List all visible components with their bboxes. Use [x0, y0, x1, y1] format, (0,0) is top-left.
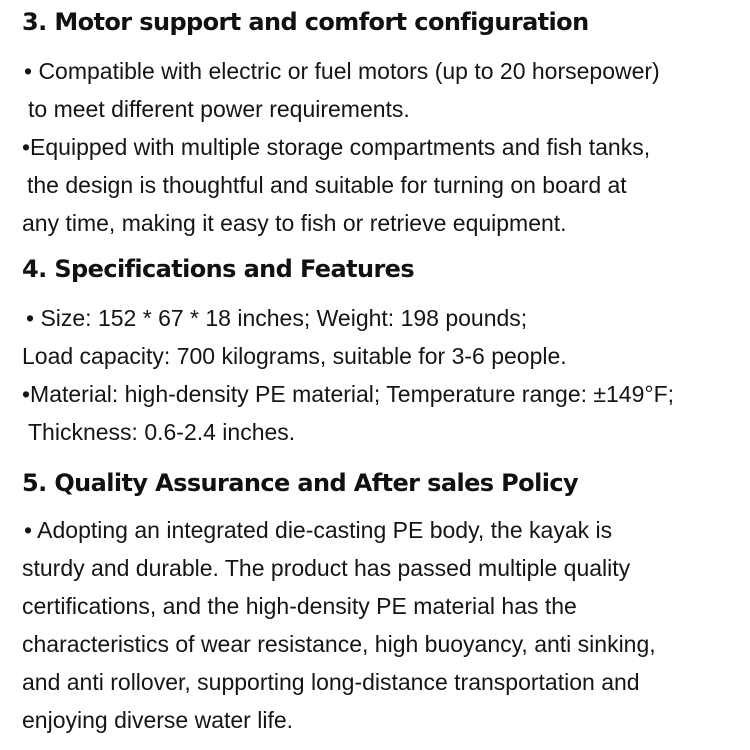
section-line: to meet different power requirements.	[28, 96, 410, 122]
section-line: Load capacity: 700 kilograms, suitable for 3-6 people.	[22, 343, 567, 369]
section-line: • Compatible with electric or fuel motors (up to 20 horsepower)	[24, 58, 660, 84]
section-line: • Size: 152 * 67 * 18 inches; Weight: 198 pounds;	[26, 305, 528, 331]
section-heading-quality-assurance: 5. Quality Assurance and After sales Policy	[22, 469, 578, 497]
section-line: sturdy and durable. The product has passed multiple quality	[22, 555, 631, 581]
section-line: certifications, and the high-density PE material has the	[22, 593, 577, 619]
section-line: •Equipped with multiple storage compartments and fish tanks,	[22, 134, 651, 160]
section-heading-specifications: 4. Specifications and Features	[22, 255, 415, 283]
section-line: Thickness: 0.6-2.4 inches.	[28, 419, 296, 445]
section-line: the design is thoughtful and suitable for turning on board at	[27, 172, 627, 198]
section-line: • Adopting an integrated die-casting PE body, the kayak is	[24, 517, 613, 543]
section-line: characteristics of wear resistance, high buoyancy, anti sinking,	[22, 631, 656, 657]
section-line: enjoying diverse water life.	[22, 707, 294, 733]
section-line: and anti rollover, supporting long-distance transportation and	[22, 669, 640, 695]
section-heading-motor-support: 3. Motor support and comfort configuration	[22, 8, 589, 36]
section-line: any time, making it easy to fish or retrieve equipment.	[22, 210, 567, 236]
section-line: •Material: high-density PE material; Temperature range: ±149°F;	[22, 381, 675, 407]
